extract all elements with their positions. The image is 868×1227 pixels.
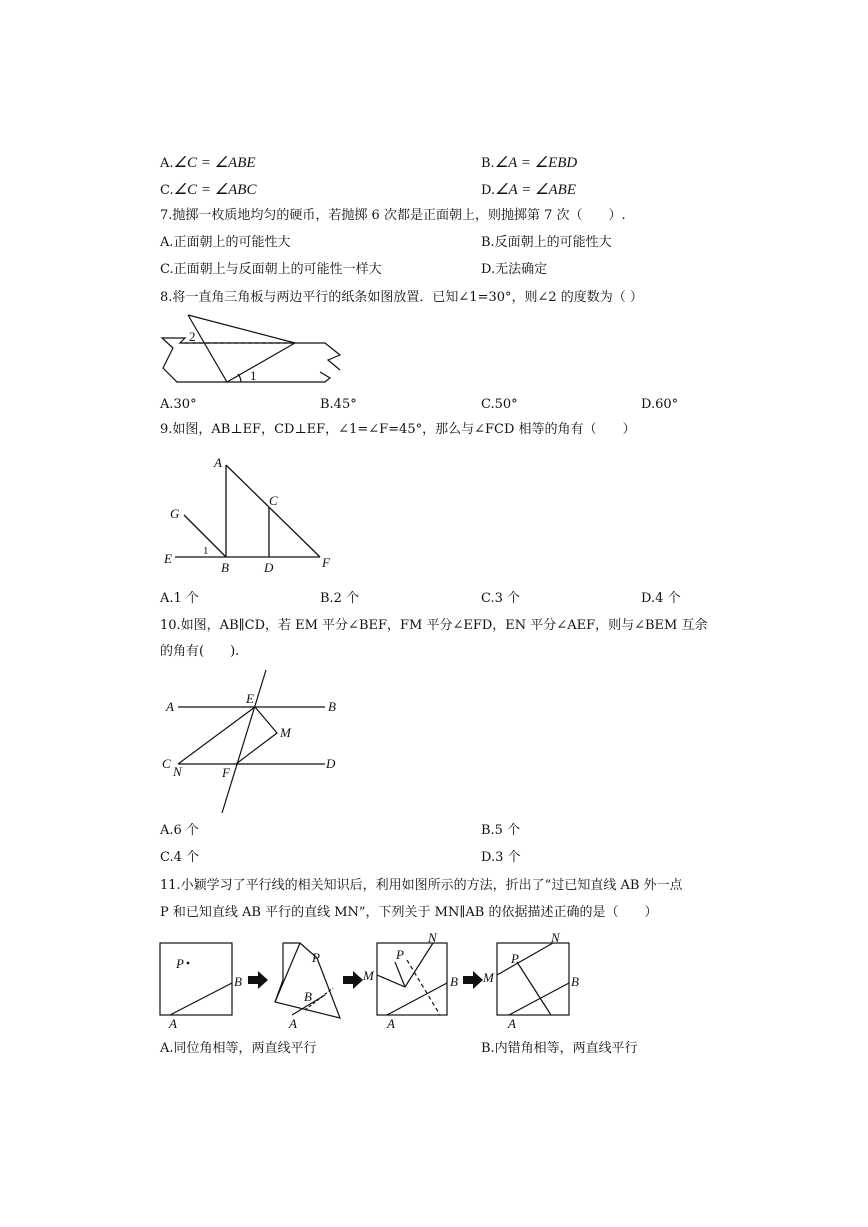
q9-option-d: D.4 个 xyxy=(641,591,681,606)
q8-option-d: D.60° xyxy=(641,397,679,412)
q11-arrow-2-icon xyxy=(343,971,363,989)
q8-triangle xyxy=(188,315,295,382)
q9-label-1: 1 xyxy=(203,545,209,557)
q11-step3-label-B: B xyxy=(450,974,458,989)
q11-step4-label-N: N xyxy=(551,930,560,945)
q9-stem: 9.如图，AB⊥EF，CD⊥EF，∠1=∠F=45°，那么与∠FCD 相等的角有（ ） xyxy=(160,422,636,437)
q10-stem-line2: 的角有( ). xyxy=(160,644,240,659)
q9-figure xyxy=(160,450,360,580)
q10-figure xyxy=(160,665,360,820)
q11-step1-point-P xyxy=(187,962,190,965)
q11-figure xyxy=(155,930,585,1035)
q10-option-c: C.4 个 xyxy=(160,850,200,865)
q7-option-d: D.无法确定 xyxy=(481,262,548,277)
q8-stem: 8.将一直角三角板与两边平行的纸条如图放置．已知∠1=30°，则∠2 的度数为（ ） xyxy=(160,290,643,305)
q9-label-G: G xyxy=(170,506,180,521)
q8-option-c: C.50° xyxy=(481,397,518,412)
q10-label-M: M xyxy=(280,725,291,740)
q7-option-c: C.正面朝上与反面朝上的可能性一样大 xyxy=(160,262,382,277)
q6-option-b xyxy=(481,155,577,172)
q10-label-N: N xyxy=(173,764,182,779)
q11-step3-line-AB xyxy=(387,983,447,1015)
q11-arrow-1-icon xyxy=(248,971,268,989)
q10-transversal xyxy=(222,670,266,813)
q9-label-F: F xyxy=(322,555,330,570)
q11-step3-fold xyxy=(377,943,433,987)
q9-label-D: D xyxy=(264,560,274,575)
q11-step3-label-P: P xyxy=(396,947,404,962)
q10-stem-line1: 10.如图，AB∥CD，若 EM 平分∠BEF，FM 平分∠EFD，EN 平分∠AEF，则与∠BEM 互余 xyxy=(160,618,708,633)
q11-step1-label-A: A xyxy=(169,1016,177,1031)
q7-option-a: A.正面朝上的可能性大 xyxy=(160,235,291,250)
q11-option-a: A.同位角相等，两直线平行 xyxy=(160,1041,317,1056)
q9-label-C: C xyxy=(269,493,278,508)
q11-step1-label-P: P xyxy=(176,956,184,971)
q9-label-E: E xyxy=(164,551,172,566)
q6-option-c-expr: ∠C = ∠ABC xyxy=(173,182,257,198)
q8-angle1-arc xyxy=(238,374,241,382)
q11-step3-label-N: N xyxy=(428,930,437,945)
q11-step3-crease xyxy=(407,960,440,1015)
q10-option-b: B.5 个 xyxy=(481,823,521,838)
q11-option-b: B.内错角相等，两直线平行 xyxy=(481,1041,638,1056)
q10-option-d: D.3 个 xyxy=(481,850,521,865)
q11-step4-line-MN xyxy=(497,943,553,975)
q6-option-c xyxy=(160,182,256,199)
q9-option-c: C.3 个 xyxy=(481,591,521,606)
q11-step2-label-B: B xyxy=(304,989,312,1004)
q11-arrow-3-icon xyxy=(463,971,483,989)
q11-step2-label-A: A xyxy=(289,1016,297,1031)
q10-segment-EMF xyxy=(236,707,277,764)
q9-segment-AF xyxy=(226,465,320,557)
q11-step4-label-B: B xyxy=(571,974,579,989)
q7-stem: 7.抛掷一枚质地均匀的硬币，若抛掷 6 次都是正面朝上，则抛掷第 7 次（ ）. xyxy=(160,208,626,223)
q11-stem-line1: 11.小颖学习了平行线的相关知识后，利用如图所示的方法，折出了“过已知直线 AB 外一点 xyxy=(160,878,683,893)
q6-option-a xyxy=(160,155,256,172)
q8-figure xyxy=(155,310,355,390)
q6-option-d-expr: ∠A = ∠ABE xyxy=(495,182,576,198)
q11-step4-label-A: A xyxy=(508,1016,516,1031)
q10-label-E: E xyxy=(246,691,254,706)
q10-option-a: A.6 个 xyxy=(160,823,199,838)
q11-step3-label-A: A xyxy=(387,1016,395,1031)
q11-step1-square xyxy=(160,943,232,1015)
q11-step2-label-P: P xyxy=(312,950,320,965)
q8-option-a: A.30° xyxy=(160,397,197,412)
q11-step2-edge xyxy=(275,943,300,1002)
q6-option-b-expr: ∠A = ∠EBD xyxy=(494,155,578,171)
q8-label-2: 2 xyxy=(189,329,196,344)
q8-option-b: B.45° xyxy=(320,397,357,412)
q6-option-c-letter: C. xyxy=(160,183,174,198)
q7-option-b: B.反面朝上的可能性大 xyxy=(481,235,612,250)
q9-option-a: A.1 个 xyxy=(160,591,199,606)
q10-segment-EN xyxy=(178,707,255,764)
q10-label-C: C xyxy=(162,756,171,771)
q6-option-a-expr: ∠C = ∠ABE xyxy=(173,155,256,171)
q11-step3-label-M: M xyxy=(363,968,374,983)
q10-label-D: D xyxy=(326,756,336,771)
q9-label-B: B xyxy=(221,560,229,575)
q6-option-a-letter: A. xyxy=(160,156,174,171)
q10-label-A: A xyxy=(166,699,174,714)
q11-step4-label-M: M xyxy=(483,970,494,985)
q6-option-b-letter: B. xyxy=(481,156,495,171)
q6-option-d xyxy=(481,182,576,199)
q9-label-A: A xyxy=(214,455,222,470)
q9-option-b: B.2 个 xyxy=(320,591,360,606)
q10-label-B: B xyxy=(328,699,336,714)
q11-step4-crease xyxy=(517,962,551,1015)
q11-step4-line-AB xyxy=(509,983,569,1015)
q11-step4-label-P: P xyxy=(511,951,519,966)
q8-strip-bottom-edge xyxy=(163,348,330,382)
q11-step1-label-B: B xyxy=(234,974,242,989)
q8-label-1: 1 xyxy=(250,368,257,383)
q11-step1-line-AB xyxy=(170,983,232,1015)
q10-label-F: F xyxy=(222,765,230,780)
q6-option-d-letter: D. xyxy=(481,183,496,198)
q11-stem-line2: P 和已知直线 AB 平行的直线 MN”，下列关于 MN∥AB 的依据描述正确的是（ ） xyxy=(160,905,658,920)
